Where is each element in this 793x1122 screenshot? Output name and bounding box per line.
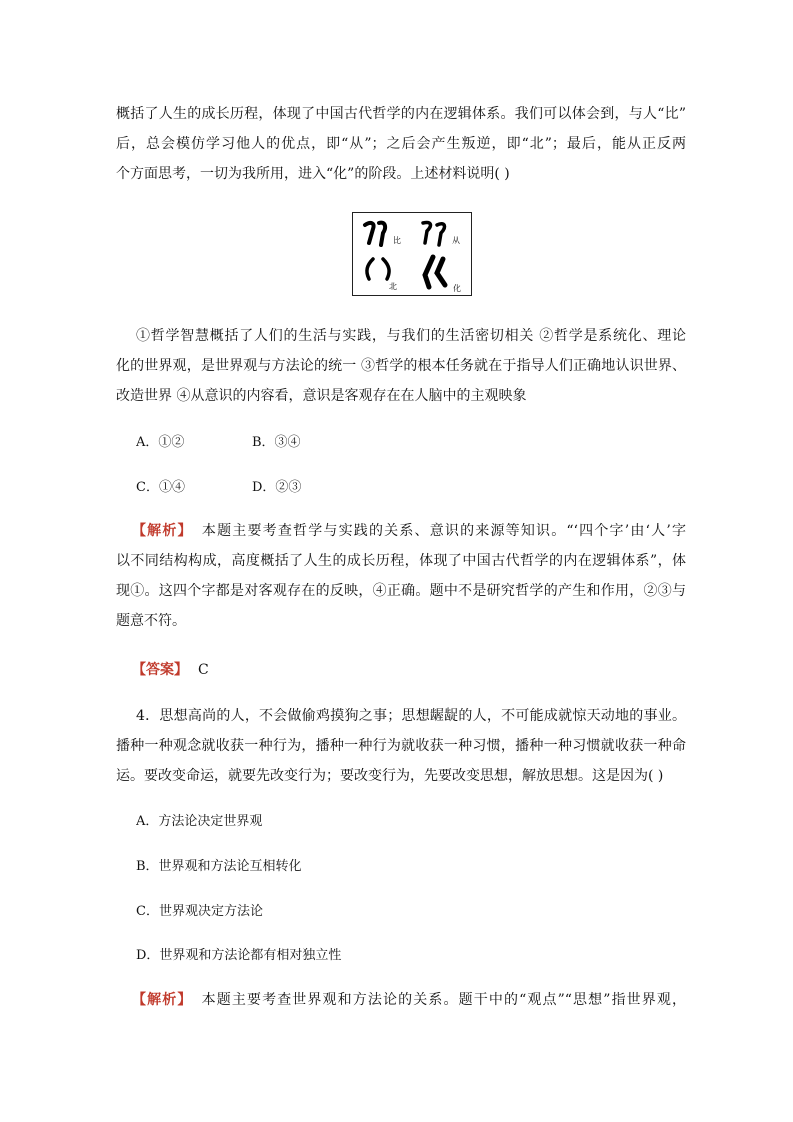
q4-option-c: C．世界观决定方法论 [136,904,263,919]
glyph-bei [367,259,389,279]
q3-answer [132,660,702,680]
q4-stem-line-2: 播种一种观念就收获一种行为，播种一种行为就收获一种习惯，播种一种习惯就收获一种命 [116,738,686,754]
answer-tag: 【答案】 [132,662,188,678]
ancient-characters-illustration [353,213,471,295]
q4-stem-line-3: 运。要改变命运，就要先改变行为；要改变行为，先要改变思想，解放思想。这是因为( ) [116,768,664,784]
q3-analysis-text-1: 本题主要考查哲学与实践的关系、意识的来源等知识。“‘四个字’由‘人’字 [200,523,686,539]
statements-line-3: 改造世界 ④从意识的内容看，意识是客观存在在人脑中的主观映象 [116,388,527,404]
q3-option-c: C．①④ [136,480,185,495]
q3-analysis-line-3: 现①。这四个字都是对客观存在的反映，④正确。题中不是研究哲学的产生和作用，②③与 [116,583,686,599]
caption-hua: 化 [453,284,461,293]
q3-option-b: B．③④ [252,435,301,450]
statements-line-2: 化的世界观，是世界观与方法论的统一 ③哲学的根本任务就在于指导人们正确地认识世界、 [116,358,686,374]
q4-option-b: B．世界观和方法论互相转化 [136,859,302,874]
glyph-cong [423,222,444,245]
q3-stem-line-3: 个方面思考，一切为我所用，进入“化”的阶段。上述材料说明( ) [116,166,510,182]
statements-line-1: ①哲学智慧概括了人们的生活与实践，与我们的生活密切相关 ②哲学是系统化、理论 [136,328,686,344]
analysis-tag-q4: 【解析】 [132,992,193,1008]
glyph-hua [425,257,445,287]
glyph-bi [365,223,385,245]
q3-stem-line-2: 后，总会模仿学习他人的优点，即“从”；之后会产生叛逆，即“北”；最后，能从正反两 [116,136,686,152]
caption-bei: 北 [389,282,397,291]
q4-stem-line-1: 4．思想高尚的人，不会做偷鸡摸狗之事；思想龌龊的人，不可能成就惊天动地的事业。 [136,708,686,724]
analysis-tag: 【解析】 [132,523,193,539]
q3-analysis-line-1 [132,521,686,541]
ancient-characters-figure [352,212,472,296]
q4-analysis-text-1: 本题主要考查世界观和方法论的关系。题干中的“观点”“思想”指世界观， [200,992,686,1008]
caption-cong: 从 [452,236,460,245]
q3-option-d: D．②③ [252,480,302,495]
q4-analysis-line-1 [132,990,686,1010]
q3-analysis-line-2: 以不同结构构成，高度概括了人生的成长历程，体现了中国古代哲学的内在逻辑体系”，体 [116,553,686,569]
q4-option-a: A．方法论决定世界观 [136,814,263,829]
caption-bi: 比 [393,236,401,245]
q3-option-a: A．①② [136,435,185,450]
q4-option-d: D．世界观和方法论都有相对独立性 [136,948,342,963]
answer-value: C [198,662,209,678]
q3-analysis-line-4: 题意不符。 [116,613,186,629]
q3-stem-line-1: 概括了人生的成长历程，体现了中国古代哲学的内在逻辑体系。我们可以体会到，与人“比” [116,106,686,122]
